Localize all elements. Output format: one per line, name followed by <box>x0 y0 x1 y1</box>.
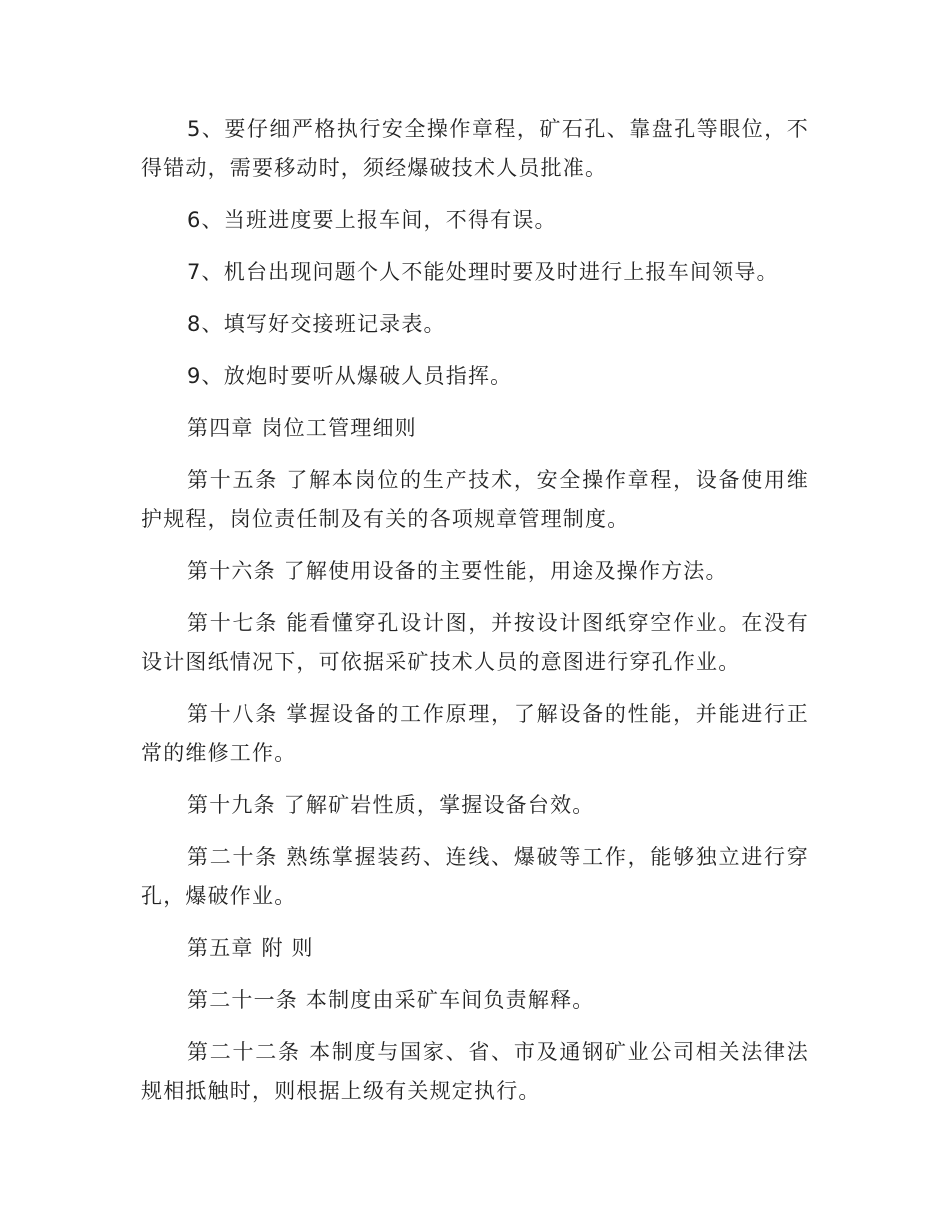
paragraph-item-9: 9、放炮时要听从爆破人员指挥。 <box>187 364 513 388</box>
article-18: 第十八条 掌握设备的工作原理，了解设备的性能，并能进行正常的维修工作。 <box>141 702 809 765</box>
article-21: 第二十一条 本制度由采矿车间负责解释。 <box>187 988 595 1012</box>
chapter-five-heading: 第五章 附 则 <box>187 936 314 960</box>
article-17: 第十七条 能看懂穿孔设计图，并按设计图纸穿空作业。在没有设计图纸情况下，可依据采矿技术人员的意图进行穿孔作业。 <box>141 611 809 674</box>
document-body <box>141 110 809 1124</box>
paragraph-item-5: 5、要仔细严格执行安全操作章程，矿石孔、靠盘孔等眼位，不得错动，需要移动时，须经爆破技术人员批准。 <box>141 117 809 180</box>
paragraph-item-6: 6、当班进度要上报车间，不得有误。 <box>187 208 557 232</box>
article-15: 第十五条 了解本岗位的生产技术，安全操作章程，设备使用维护规程，岗位责任制及有关的各项规章管理制度。 <box>141 468 809 531</box>
article-20: 第二十条 熟练掌握装药、连线、爆破等工作，能够独立进行穿孔，爆破作业。 <box>141 845 809 908</box>
article-16: 第十六条 了解使用设备的主要性能，用途及操作方法。 <box>187 559 728 583</box>
chapter-four-heading: 第四章 岗位工管理细则 <box>187 416 417 440</box>
article-19: 第十九条 了解矿岩性质，掌握设备台效。 <box>187 793 595 817</box>
article-22: 第二十二条 本制度与国家、省、市及通钢矿业公司相关法律法规相抵触时，则根据上级有关规定执行。 <box>141 1040 809 1103</box>
paragraph-item-8: 8、填写好交接班记录表。 <box>187 312 446 336</box>
paragraph-item-7: 7、机台出现问题个人不能处理时要及时进行上报车间领导。 <box>187 260 779 284</box>
